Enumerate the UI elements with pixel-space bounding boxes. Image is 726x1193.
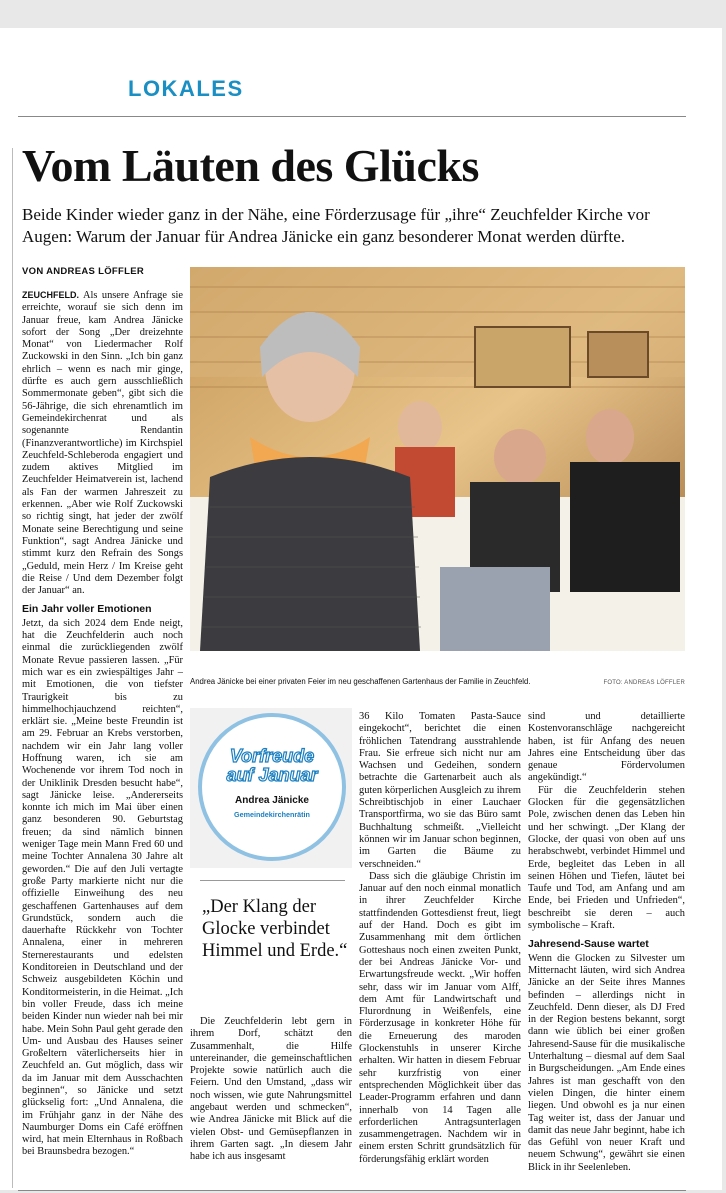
photo-credit: FOTO: ANDREAS LÖFFLER [603, 680, 685, 686]
paragraph: Für die Zeuchfelderin stehen Glocken für die gegensätzlichen Pole, zwischen denen das Leben hin und her schwingt. „Der Klang der Glocke, der quasi von oben auf uns herabschwebt, verbindet Himmel und Erde, begleitet das Leben in all seinen Höhen und Tiefen, läutet bei Taufe und Tod, am Anfang und am Ende, bei Frieden und Unfrieden“, beschreibt sie deren – auch symbolische – Kraft. [528, 784, 685, 932]
article-photo [190, 267, 685, 651]
paragraph: Wenn die Glocken zu Silvester um Mitternacht läuten, wird sich Andrea Jänicke an der Seite ihres Mannes befinden – allerdings nicht in Zeuchfeld. Denn dieser, als DJ Fred in der Region bestens bekannt, sorgt dann wie üblich bei einer großen Jahresend-Sause für die musikalische Unterhaltung – diesmal auf dem Saal in Burgscheidungen. „Am Ende eines Jahres ist man geschafft von den vielen Dingen, die hinter einem liegen. Und obwohl es ja nur einen Tag weiter ist, dass der Januar und damit das neue Jahr beginnt, habe ich das Gefühl von neuer Kraft und neuem Schwung“, gewährt sie einen Blick in ihr Seelenleben. [528, 952, 685, 1173]
photo-illustration [190, 267, 685, 651]
paragraph [22, 289, 183, 597]
badge-title-line1: Vorfreude [229, 746, 315, 766]
section-rule [18, 116, 686, 117]
body-column-4 [528, 711, 685, 1183]
paragraph: 36 Kilo Tomaten Pasta-Sauce eingekocht“, berichtet die einen fröhlichen Tatendrang ausstrahlende Frau. Sie erfreue sich nicht nur am Wachsen und Gedeihen, sondern betrachte die Gartenarbeit auch als guten körperlichen Ausgleich zu ihrem Schreibtischjob in einer Lauchaer Transportfirma, wo sie das Büro samt Buchhaltung schmeißt. „Vielleicht können wir im Januar schon beginnen, im Garten die Bäume zu verschneiden.“ [359, 711, 521, 870]
badge-role: Gemeindekirchenrätin [234, 810, 310, 819]
subheading: Jahresend-Sause wartet [528, 938, 649, 951]
body-column-3 [359, 711, 521, 1183]
series-badge [190, 708, 352, 868]
pull-quote: „Der Klang der Glocke verbindet Himmel und Erde.“ [202, 897, 348, 961]
paragraph: sind und detaillierte Kostenvoranschläge nachgereicht haben, ist für Anfang des neuen Jahres eine Entscheidung über das genaue Fördervolumen angekündigt.“ [528, 711, 685, 784]
newspaper-page [0, 28, 722, 1190]
headline: Vom Läuten des Glücks [22, 140, 479, 191]
badge-title-line2: auf Januar [226, 765, 318, 785]
section-label: LOKALES [128, 76, 244, 101]
subheading: Ein Jahr voller Emotionen [22, 603, 152, 616]
badge-circle [198, 713, 346, 861]
paragraph: Dass sich die gläubige Christin im Januar auf den noch einmal monatlich in ihrer Zeuchfelder Kirche stattfindenden Gottesdienst freut, liegt auf der Hand. Doch es gibt im Zusammenhang mit dem örtlichen Gotteshaus noch einen zweiten Punkt, der bei Andreas Jänicke Vor- und Erwartungsfreude weckt. „Wir hoffen sehr, dass wir im Januar vom Alff, dem Amt für Landwirtschaft und Flurordnung in Weißenfels, eine Förderzusage in konkreter Höhe für die Erneuerung des maroden Glockenstuhls in unserer Kirche erhalten. Wir hatten in diesem Februar sehr kurzfristig von einer entsprechenden Möglichkeit über das Leader-Programm erfahren und dann innerhalb von 14 Tagen alle erforderlichen Antragsunterlagen zusammengetragen. Nachdem wir in einem ersten Schritt grundsätzlich für förderungsfähig erklärt worden [359, 870, 521, 1165]
dateline: ZEUCHFELD. [22, 290, 79, 300]
photo-caption: Andrea Jänicke bei einer privaten Feier im neu geschaffenen Gartenhaus der Familie in Zeuchfeld. [190, 677, 531, 686]
paragraph: Die Zeuchfelderin lebt gern in ihrem Dorf, schätzt den Zusammenhalt, die Hilfe untereinander, die gemeinschaftlichen Projekte sowie natürlich auch die Feiern. Und den Umstand, „dass wir noch wissen, wie gute Nahrungsmittel angebaut werden und schmecken“, wie Andrea Jänicke mit Blick auf die vielen Obst- und Gemüsepflanzen in ihrem Garten sagt. „In diesem Jahr habe ich aus insgesamt [190, 1016, 352, 1163]
body-column-1 [22, 289, 183, 1183]
byline: VON ANDREAS LÖFFLER [22, 266, 144, 277]
deck-text: Beide Kinder wieder ganz in der Nähe, eine Förderzusage für „ihre“ Zeuchfelder Kirche vor Augen: Warum der Januar für Andrea Jänicke ein ganz besonderer Monat werden dürfte. [22, 205, 650, 246]
badge-title [202, 747, 342, 785]
bottom-rule [18, 1190, 686, 1191]
quote-rule [200, 880, 345, 881]
body-column-2 [190, 1016, 352, 1183]
badge-name: Andrea Jänicke [235, 795, 309, 806]
paragraph-text: Als unsere Anfrage sie erreichte, worauf sie sich denn im Januar freue, kam Andrea Jänicke sofort der Song „Der dreizehnte Monat“ von Liedermacher Rolf Zuckowski in den Sinn. „Ich bin ganz ehrlich – wenn es nach mir ginge, dürfte es auch gern ausschließlich Sommermonate geben“, gibt sich die 56-Jährige, die sich ehrenamtlich im Gemeindekirchenrat und als sogenannte Rendantin (Finanzverantwortliche) im Kirchspiel Zeuchfeld-Schleberoda engagiert und zudem aktives Mitglied im Zeuchfelder Heimatverein ist, lachend als Fan der warmen Jahreszeit zu erkennen. „Aber wie Rolf Zuckowski so richtig singt, hat jeder der zwölf Monate seine Berechtigung und seine Funktion“, sagt Andrea Jänicke und stimmt kurz den Refrain des Songs „Geduld, mein Herz / Im Kreise geht die Reise / Und dem Dezember folgt der Januar“ an. [22, 290, 183, 597]
column-divider [12, 148, 13, 1188]
paragraph: Jetzt, da sich 2024 dem Ende neigt, hat die Zeuchfelderin auch noch einmal die zurückliegenden zwölf Monate Revue passieren lassen. „Für mich war es ein zwiespältiges Jahr – mit Emotionen, die von tiefster Traurigkeit bis zu himmelhochjauchzend reichten“, erklärt sie. „Meine beste Freundin ist am 29. Februar an Krebs verstorben, nachdem wir ein Jahr lang voller Hoffnung waren, ich sie am Wochenende vor ihrem Tod noch in der Uniklinik Dresden besucht habe“, sagt Jänicke leise. „Andererseits konnte ich mich im Mai über einen ganz besonderen 90. Geburtstag freuen; da sind nämlich binnen weniger Tage mein Mann Fred 60 und meine Tochter Annalena 30 Jahre alt geworden.“ Die auf den Juli vertagte große Party markierte nicht nur die offizielle Einweihung des neu geschaffenen Gartenhauses auf dem Grundstück, sondern auch die dauerhafte Rückkehr von Tochter Annalena, einer in mehreren Sternerestaurants und edelsten Konditoreien in Deutschland und der Schweiz ausgebildeten Köchin und Konditormeisterin, in die Heimat. „Ich bin voller Freude, dass ich meine beiden Kinder nun wieder nah bei mir habe. Mein Sohn Paul geht gerade den Um- und Ausbau des Hauses seiner Großeltern väterlicherseits hier in Zeuchfeld an. Gut möglich, dass wir da im Januar mit dem Ausschachten beginnen“, so Jänicke und setzt glückselig fort: „Und Annalena, die im Frühjahr ganz in der Nähe des Naumburger Doms ein Café eröffnen wird, hat mein Elternhaus in Roßbach bei Braunsbedra bezogen.“ [22, 617, 183, 1158]
